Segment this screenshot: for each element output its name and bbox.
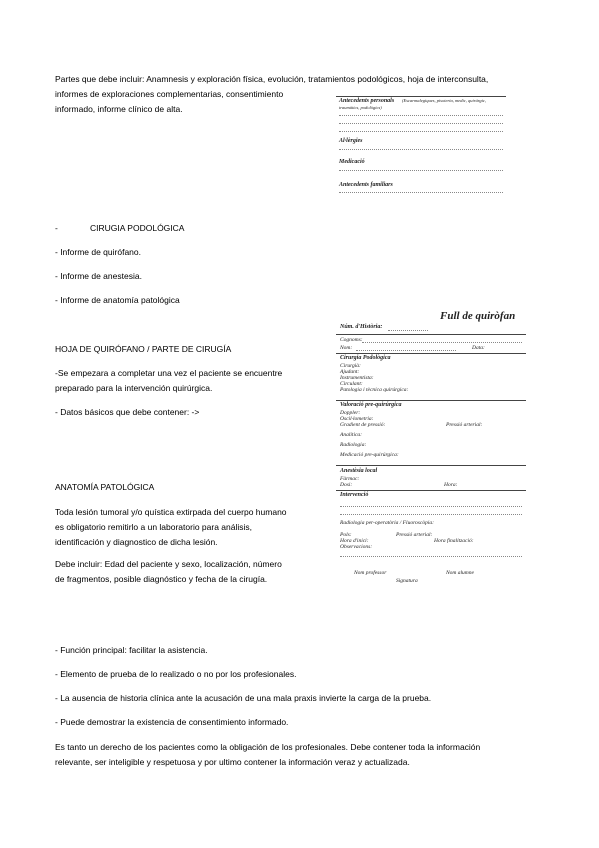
form-title: Full de quiròfan	[440, 310, 516, 322]
hora-inici-label: Hora d'inici:	[340, 538, 369, 544]
full-de-quirofan-form-image	[336, 308, 526, 586]
final-paragraph-line-1: Es tanto un derecho de los pacientes como la obligación de los profesionales. Debe contener toda la información	[55, 742, 481, 752]
cirugia-bullet: -	[55, 223, 58, 233]
bottom-item: - Puede demostrar la existencia de consentimiento informado.	[55, 717, 289, 727]
cirurgia-field: Cirurgià:	[340, 363, 361, 369]
data-label: Data:	[472, 345, 485, 351]
pressio-arterial-label: Pressió arterial:	[446, 422, 483, 428]
pols-label: Pols:	[340, 532, 352, 538]
dosi-label: Dosi:	[340, 482, 353, 488]
cirurgia-field: Instrumentista:	[340, 375, 374, 381]
hora-final-label: Hora finalització:	[434, 538, 474, 544]
cirurgia-field: Ajudant:	[340, 369, 360, 375]
intervencio-title: Intervenció	[340, 492, 369, 498]
cirugia-item: - Informe de quirófano.	[55, 247, 141, 257]
hoja-heading: HOJA DE QUIRÓFANO / PARTE DE CIRUGÍA	[55, 344, 232, 354]
anatomia-contents-line-2: de fragmentos, posible diagnóstico y fecha de la cirugía.	[55, 574, 268, 584]
antecedents-note-2: traumàtics, podològics)	[339, 105, 382, 110]
intro-line-1: Partes que debe incluir: Anamnesis y exploración física, evolución, tratamientos podológicos, hoja de interconsulta,	[55, 74, 489, 84]
anatomia-contents-line-1: Debe incluir: Edad del paciente y sexo, localización, número	[55, 559, 282, 569]
bottom-item: - La ausencia de historia clínica ante la acusación de una mala praxis invierte la carga de la prueba.	[55, 693, 432, 703]
valoracio-title: Valoració pre-quirúrgica	[340, 402, 402, 408]
observacions-label: Observacions:	[340, 544, 373, 550]
nom-label: Nom:	[340, 345, 353, 351]
cirugia-heading: CIRUGIA PODOLÓGICA	[90, 223, 185, 233]
pressio-arterial-label-2: Pressió arterial:	[396, 532, 433, 538]
intro-line-3: informado, informe clínico de alta.	[55, 104, 183, 114]
cirurgia-field: Patologia i tècnica quirúrgica:	[340, 387, 409, 393]
num-historia-label: Núm. d'Història:	[340, 324, 383, 330]
cirugia-item: - Informe de anatomía patológica	[55, 295, 180, 305]
valoracio-field: Doppler:	[340, 410, 361, 416]
valoracio-field: Analítica:	[340, 432, 362, 438]
antecedents-note: (Escarmalegiques, pisoteria, medic, quirúrgic,	[402, 98, 486, 103]
farmac-label: Fàrmac:	[340, 476, 360, 482]
anatomia-paragraph-line-1: Toda lesión tumoral y/o quística extirpada del cuerpo humano	[55, 507, 287, 517]
medication-label: Medicació	[339, 159, 365, 165]
final-paragraph-line-2: relevante, ser inteligible y respetuosa y por ultimo contener la información veraz y actualizada.	[55, 757, 410, 767]
hoja-paragraph-line-2: preparado para la intervención quirúrgica.	[55, 383, 213, 393]
antecedents-title: Antecedents personals	[339, 98, 395, 104]
radiologia-peroperatoria-label: Radiologia per-operatòria / Fluoroscòpia:	[340, 520, 434, 526]
family-history-label: Antecedents familiars	[339, 182, 393, 188]
cirurgia-field: Circulant:	[340, 381, 363, 387]
anatomia-heading: ANATOMÍA PATOLÓGICA	[55, 482, 155, 492]
cirurgia-title: Cirurgia Podològica	[340, 355, 391, 361]
hora-label: Hora:	[444, 482, 458, 488]
alumne-label: Nom alumne	[446, 570, 474, 576]
valoracio-field: Medicació pre-quirúrgica:	[340, 452, 399, 458]
signatura-label: Signatura	[396, 578, 418, 584]
valoracio-field: Radiologia:	[340, 442, 367, 448]
intro-line-2: informes de exploraciones complementarias, consentimiento	[55, 89, 284, 99]
bottom-item: - Función principal: facilitar la asistencia.	[55, 645, 208, 655]
anatomia-paragraph-line-3: identificación y diagnostico de dicha lesión.	[55, 537, 218, 547]
bottom-item: - Elemento de prueba de lo realizado o no por los profesionales.	[55, 669, 297, 679]
cognoms-label: Cognoms:	[340, 337, 363, 343]
valoracio-field: Gradient de pressió:	[340, 422, 386, 428]
allergies-label: Al·lèrgies	[339, 138, 363, 144]
cirugia-item: - Informe de anestesia.	[55, 271, 142, 281]
valoracio-field: Oscil·lometria:	[340, 416, 374, 422]
anestesia-title: Anestèsia local	[340, 468, 378, 474]
anatomia-paragraph-line-2: es obligatorio remitirlo a un laboratorio para análisis,	[55, 522, 253, 532]
hoja-paragraph-line-1: -Se empezara a completar una vez el paciente se encuentre	[55, 368, 283, 378]
hoja-datos-basicos: - Datos básicos que debe contener: ->	[55, 407, 200, 417]
professor-label: Nom professor	[354, 570, 387, 576]
antecedents-form-image	[336, 94, 506, 194]
